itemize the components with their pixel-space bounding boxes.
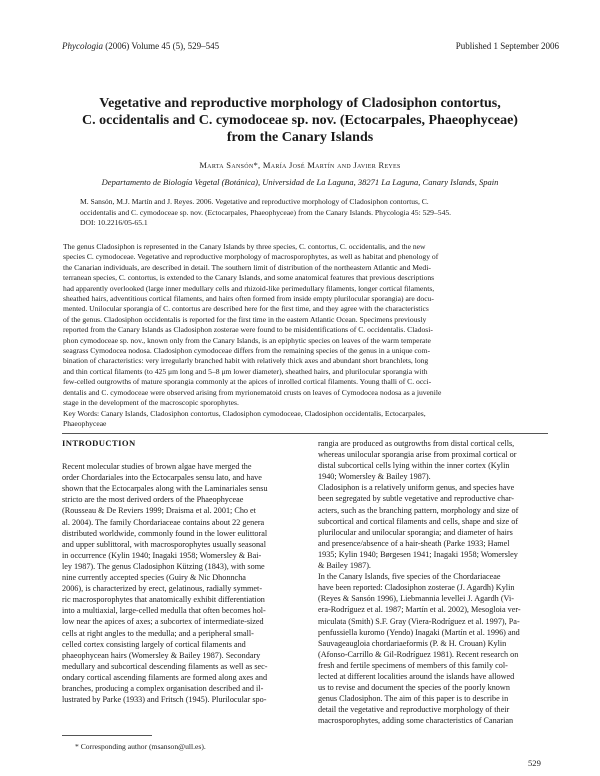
body-text-line: into a multiaxial, large-celled medulla that often becomes hol- (62, 606, 266, 616)
body-text-line: rangia are produced as outgrowths from distal cortical cells, (318, 439, 515, 448)
abstract-line: mented. Unilocular sporangia of C. contortus are described here for the first time, and they agree with the characteristics (63, 304, 429, 314)
abstract-line: few-celled outgrowths of mature sporangia commonly at the apices of inrolled cortical filaments. Young thalli of C. occi- (63, 377, 432, 387)
body-text-line: stricto are the most derived orders of the Phaeophyceae (62, 495, 244, 505)
citation-block (80, 197, 530, 229)
body-text-line: phaeophycean hairs (Womersley & Bailey 1987). Secondary (62, 650, 261, 660)
keywords-line: Key Words: Canary Islands, Cladosiphon contortus, Cladosiphon cymodoceae, Cladosiphon occidentalis, Ectocarpales, (63, 409, 426, 418)
abstract-line: seagrass Cymodocea nodosa. Cladosiphon cymodoceae differs from the remaining species of the genus in a unique com- (63, 346, 430, 356)
body-text-line: have been reported: Cladosiphon zosterae (J. Agardh) Kylin (318, 583, 515, 593)
left-column (62, 438, 298, 705)
body-text-line: subcortical and cortical filaments and cells, shape and size of (318, 516, 519, 526)
keywords-line: Phaeophyceae (63, 419, 107, 429)
body-text-line: plurilocular and unilocular sporangia; and diameter of hairs (318, 527, 513, 537)
title-line-1: Vegetative and reproductive morphology of Cladosiphon contortus, (99, 96, 501, 111)
body-text-line: (Reyes & Sansón 1996), Liebmannia levellei J. Agardh (Vi- (318, 594, 514, 604)
body-text-line: low near the apices of axes; a subcortex of intermediate-sized (62, 617, 264, 627)
abstract-line: The genus Cladosiphon is represented in the Canary Islands by three species, C. contortus, C. occidentalis, and the new (63, 242, 426, 251)
body-text-line: fresh and fertile specimens of members of this family col- (318, 660, 508, 670)
body-text-line: acters, such as the branching pattern, morphology and size of (318, 505, 519, 515)
body-text-line: Recent molecular studies of brown algae have merged the (62, 462, 252, 472)
abstract-line: sheathed hairs, adventitious cortical filaments, and hairs often formed from inside empty plurilocular sporangia) are docu- (63, 294, 434, 304)
section-heading: INTRODUCTION (62, 438, 136, 448)
section-divider (62, 433, 548, 434)
body-text-line: al. 2004). The family Chordariaceae contains about 22 genera (62, 517, 265, 527)
title-line-3: from the Canary Islands (226, 130, 374, 145)
keywords (63, 409, 545, 430)
published-date: Published 1 September 2006 (455, 41, 559, 51)
body-text-line: cells at right angles to the medulla; and a peripheral small- (62, 628, 254, 638)
abstract-line: bination of characteristics: very irregularly branched habit with relatively thick axes and abundant short branchlets, long (63, 356, 429, 366)
body-text-line: shown that the Ectocarpales along with the Laminariales sensu (62, 484, 268, 494)
body-text-line: lected at different localities around the islands have allowed (318, 671, 515, 681)
body-text-line: In the Canary Islands, five species of the Chordariaceae (318, 572, 501, 582)
body-text-line: nine currently accepted species (Guiry & Nic Dhonncha (62, 573, 246, 583)
body-text-line: ric macrosporophytes that anatomically exhibit differentiation (62, 595, 265, 605)
body-text-line: detail the vegetative and reproductive morphology of their (318, 705, 510, 715)
body-text-line: ley 1987). The genus Cladosiphon Kützing (1843), with some (62, 561, 265, 571)
abstract-line: species C. cymodoceae. Vegetative and reproductive morphology of macrosporophytes, as well as habitat and phenology of (63, 252, 439, 262)
body-text-line: 1935; Kylin 1940; Børgesen 1941; Inagaki 1958; Womersley (318, 549, 518, 559)
body-text-line: & Bailey 1987). (318, 561, 371, 571)
body-text-line: celled cortex consisting largely of cortical filaments and (62, 639, 246, 649)
body-text-line: miculata (Smith) S.F. Gray (Viera-Rodríguez et al. 1997), Pa- (318, 616, 520, 626)
title-line-2: C. occidentalis and C. cymodoceae sp. nov. (Ectocarpales, Phaeophyceae) (82, 113, 518, 128)
page-number: 529 (528, 758, 541, 768)
affiliation: Departamento de Biología Vegetal (Botánica), Universidad de La Laguna, 38271 La Laguna, Canary Islands, Spain (101, 177, 499, 187)
abstract-line: dentalis and C. cymodoceae were observed arising from myrionematoid crusts on leaves of Cymodocea nodosa as a juvenile (63, 387, 442, 397)
body-text-line: been segregated by subtle vegetative and reproductive char- (318, 494, 515, 504)
abstract-line: had apparently overlooked (large inner medullary cells and rhizoid-like perimedullary filaments, longer cortical filaments, (63, 283, 435, 293)
body-text-line: penfussiella kuromo (Yendo) Inagaki (Martín et al. 1996) and (318, 627, 520, 637)
body-text-line: and presence/absence of a hair-sheath (Parke 1933; Hamel (318, 538, 510, 548)
body-text-line: (Rousseau & De Reviers 1999; Draisma et al. 2001; Cho et (62, 506, 256, 516)
right-column (318, 438, 554, 726)
journal-citation: (2006) Volume 45 (5), 529–545 (105, 41, 220, 51)
body-text-line: Cladosiphon is a relatively uniform genus, and species have (318, 483, 515, 493)
abstract-line: stage in the development of the macroscopic sporophytes. (63, 398, 239, 408)
body-text-line: genus Cladosiphon. The aim of this paper is to describe in (318, 694, 509, 704)
footnote: * Corresponding author (msanson@ull.es). (75, 742, 206, 751)
abstract-line: reported from the Canary Islands as Cladosiphon zosterae were found to be misidentifications of C. occidentalis. Cladosi- (63, 325, 433, 335)
body-text-line: and upper sublittoral, with macrosporophytes usually seasonal (62, 539, 266, 549)
citation-line: occidentalis and C. cymodoceae sp. nov. (Ectocarpales, Phaeophyceae) from the Canary Islands. Phycologia 45: 529–545. (80, 207, 452, 217)
body-text-line: lustrated by Parke (1933) and Fritsch (1945). Plurilocular spo- (62, 695, 267, 705)
abstract-line: phon cymodoceae sp. nov., known only from the Canary Islands, is an epiphytic species on leaves of the warm temperate (63, 335, 431, 345)
abstract (63, 242, 545, 409)
body-text-line: macrosporophytes, adding some characteristics of Canarian (318, 716, 514, 726)
body-text-line: (Afonso-Carrillo & Gil-Rodríguez 1981). Recent research on (318, 649, 519, 659)
body-text-line: whereas unilocular sporangia arise from proximal cortical or (318, 450, 517, 460)
body-text-line: medullary and subcortical descending filaments as well as sec- (62, 661, 268, 671)
body-text-line: era-Rodríguez et al. 1987; Martín et al. 2002), Mesogloia ver- (318, 605, 521, 615)
authors: Marta Sansón*, María José Martín and Javier Reyes (199, 160, 401, 170)
body-text-line: order Chordariales into the Ectocarpales sensu lato, and have (62, 473, 262, 483)
abstract-line: terranean species, C. contortus, is extended to the Canary Islands, and some anatomical features that previous descriptions (63, 273, 435, 283)
doi: DOI: 10.2216/05-65.1 (80, 218, 148, 228)
body-text-line: Sauvageaugloia chordariaeformis (P. & H. Crouan) Kylin (318, 638, 507, 648)
citation-line: M. Sansón, M.J. Martín and J. Reyes. 2006. Vegetative and reproductive morphology of Cladosiphon contortus, C. (80, 197, 429, 206)
abstract-line: of the genus. Cladosiphon occidentalis is reported for the first time in the eastern Atlantic Ocean. Specimens previously (63, 314, 427, 324)
body-text-line: ondary cortical ascending filaments are formed along axes and (62, 672, 268, 682)
journal-header (62, 41, 219, 52)
journal-name: Phycologia (62, 41, 103, 51)
body-text-line: distal subcortical cells lying within the inner cortex (Kylin (318, 461, 510, 471)
body-text-line: distributed worldwide, commonly found in the lower eulittoral (62, 528, 268, 538)
body-text-line: branches, producing a complex organisation described and il- (62, 683, 264, 693)
body-text-line: 2006), is characterized by erect, gelatinous, radially symmet- (62, 584, 263, 594)
abstract-line: the Canarian individuals, are described in detail. The southern limit of distribution of the northeastern Atlantic and Medi- (63, 262, 431, 272)
footnote-divider (62, 735, 152, 736)
body-text-line: 1940; Womersley & Bailey 1987). (318, 472, 431, 482)
body-text-line: in occurrence (Kylin 1940; Inagaki 1958; Womersley & Bai- (62, 550, 262, 560)
article-title (80, 95, 520, 146)
abstract-line: and thin cortical filaments (to 425 μm long and 5–8 μm lower diameter), sheathed hairs, and plurilocular sporangia with (63, 366, 428, 376)
body-text-line: us to revise and document the species of the poorly known (318, 683, 510, 693)
